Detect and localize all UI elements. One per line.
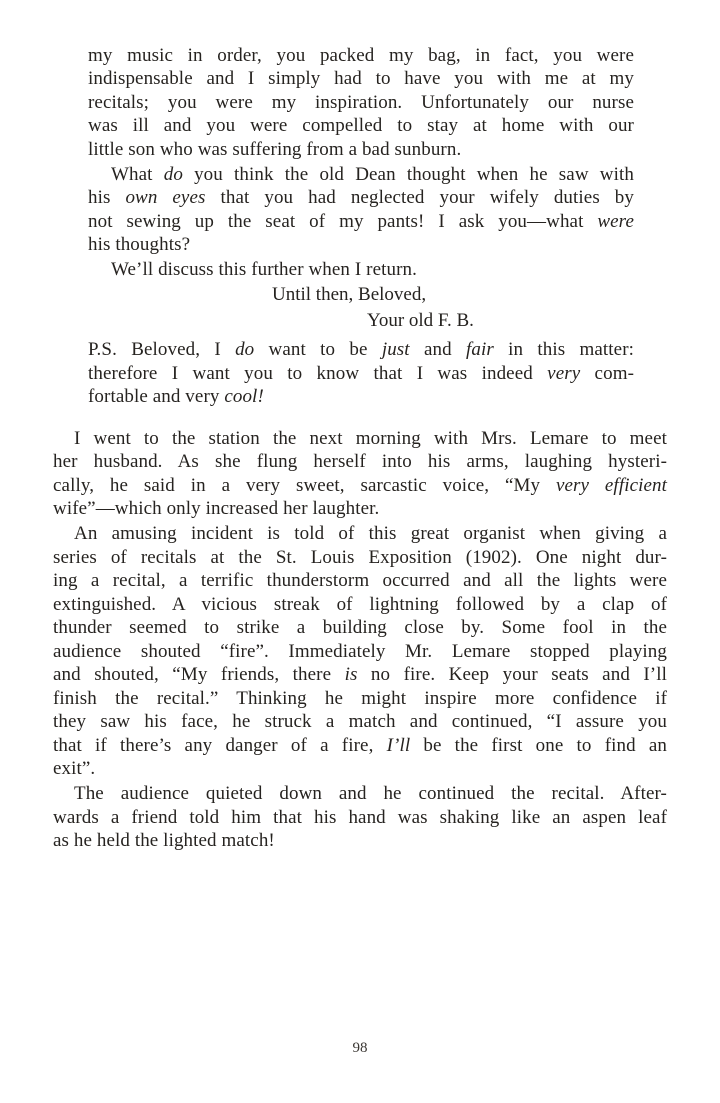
body-line: exit”. bbox=[53, 758, 96, 779]
letter-closing: Until then, Beloved, bbox=[272, 284, 427, 305]
letter-line: indispensable and I simply had to have you with me at my bbox=[88, 68, 634, 89]
text: you think the old Dean thought when he saw with bbox=[182, 164, 634, 185]
letter-signature: Your old F. B. bbox=[367, 310, 474, 331]
letter-line: We’ll discuss this further when I return. bbox=[111, 259, 417, 280]
letter-line bbox=[88, 211, 634, 233]
text: cally, he said in a very sweet, sarcastic voice, “My bbox=[53, 475, 556, 496]
text: and shouted, “My friends, there bbox=[53, 664, 345, 685]
text: P.S. Beloved, I bbox=[88, 339, 236, 360]
italic-text: cool! bbox=[224, 386, 264, 407]
italic-text: do bbox=[163, 164, 183, 185]
italic-text: just bbox=[381, 339, 410, 360]
body-line bbox=[53, 735, 667, 757]
text: fortable and very bbox=[88, 386, 225, 407]
body-line: finish the recital.” Thinking he might inspire more confidence if bbox=[53, 688, 667, 709]
italic-text: were bbox=[597, 211, 634, 232]
body-line: audience shouted “fire”. Immediately Mr. Lemare stopped playing bbox=[53, 641, 667, 662]
letter-line: his thoughts? bbox=[88, 234, 191, 255]
body-line: wife”—which only increased her laughter. bbox=[53, 498, 380, 519]
text: therefore I want you to know that I was indeed bbox=[88, 363, 548, 384]
text: in this matter: bbox=[493, 339, 635, 360]
postscript-line bbox=[88, 386, 634, 408]
text: his bbox=[88, 187, 126, 208]
body-line: they saw his face, he struck a match and continued, “I assure you bbox=[53, 711, 667, 732]
body-line: thunder seemed to strike a building close by. Some fool in the bbox=[53, 617, 667, 638]
text: that if there’s any danger of a fire, bbox=[53, 735, 387, 756]
text: What bbox=[111, 164, 164, 185]
italic-text: I’ll bbox=[386, 735, 411, 756]
letter-line: was ill and you were compelled to stay at home with our bbox=[88, 115, 634, 136]
letter-line: my music in order, you packed my bag, in fact, you were bbox=[88, 45, 634, 66]
body-line: her husband. As she flung herself into his arms, laughing hysteri- bbox=[53, 451, 667, 472]
postscript-line bbox=[88, 363, 634, 385]
letter-line bbox=[111, 164, 634, 186]
body-line: ing a recital, a terrific thunderstorm occurred and all the lights were bbox=[53, 570, 667, 591]
body-line: series of recitals at the St. Louis Exposition (1902). One night dur- bbox=[53, 547, 667, 568]
body-line bbox=[53, 664, 667, 686]
letter-line: little son who was suffering from a bad sunburn. bbox=[88, 139, 462, 160]
text: com- bbox=[580, 363, 635, 384]
body-line: I went to the station the next morning with Mrs. Lemare to meet bbox=[74, 428, 667, 449]
italic-text: is bbox=[344, 664, 358, 685]
page-number: 98 bbox=[352, 1040, 368, 1056]
body-line: The audience quieted down and he continued the recital. After- bbox=[74, 783, 667, 804]
italic-text: do bbox=[235, 339, 255, 360]
body-line: as he held the lighted match! bbox=[53, 830, 275, 851]
text: not sewing up the seat of my pants! I ask you—what bbox=[88, 211, 598, 232]
text: want to be bbox=[254, 339, 382, 360]
postscript-line bbox=[88, 339, 634, 361]
text: that you had neglected your wifely duties by bbox=[205, 187, 634, 208]
italic-text: fair bbox=[465, 339, 494, 360]
italic-text: very bbox=[547, 363, 581, 384]
italic-text: own eyes bbox=[125, 187, 206, 208]
body-line: An amusing incident is told of this great organist when giving a bbox=[74, 523, 667, 544]
letter-line: recitals; you were my inspiration. Unfortunately our nurse bbox=[88, 92, 634, 113]
letter-line bbox=[88, 187, 634, 209]
body-line: wards a friend told him that his hand was shaking like an aspen leaf bbox=[53, 807, 667, 828]
italic-text: very efficient bbox=[555, 475, 667, 496]
text: no fire. Keep your seats and I’ll bbox=[357, 664, 667, 685]
text: and bbox=[409, 339, 466, 360]
body-line bbox=[53, 475, 667, 497]
text: be the first one to find an bbox=[410, 735, 667, 756]
body-line: extinguished. A vicious streak of lightning followed by a clap of bbox=[53, 594, 667, 615]
